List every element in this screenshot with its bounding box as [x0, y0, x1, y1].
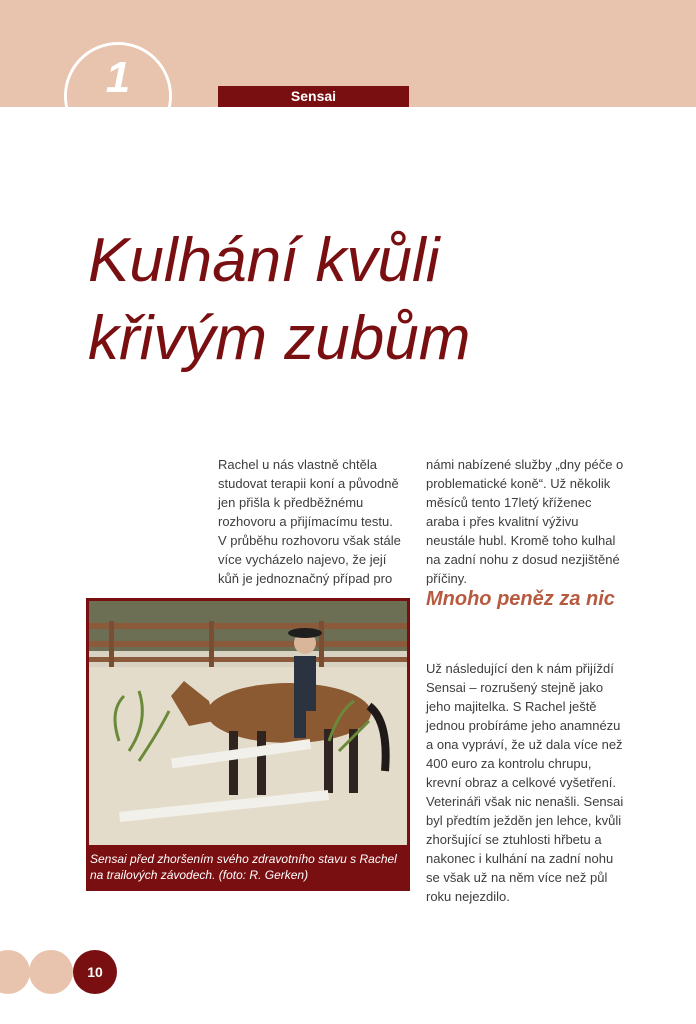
- horse-rider-photo: [89, 601, 407, 845]
- footer-decor-circle-2: [29, 950, 73, 994]
- section-label: Sensai: [218, 86, 409, 107]
- title-line-2: křivým zubům: [88, 304, 471, 373]
- photo-caption: Sensai před zhoršením svého zdravotního stavu s Rachel na trailových závodech. (foto: R. Gerken): [90, 852, 397, 882]
- body-column-2-continued: Už následující den k nám přijíždí Sensai – rozrušený stejně jako jeho majitelka. S Rachel ještě jednou probíráme jeho anamnézu a ona vypráví, že už dala více než 400 euro za kontrolu chrupu, krevní obraz a celkové vyšetření. Veterináři však nic nenašli. Sensai byl předtím ježděn jen lehce, kvůli zhoršující se ztuhlosti hřbetu a nakonec i kulhání na zadní nohu se však už na něm více než půl roku nejezdilo.: [426, 661, 624, 904]
- page-title: [88, 222, 648, 378]
- chapter-badge: [64, 42, 172, 150]
- title-line-1: Kulhání kvůli: [88, 226, 440, 295]
- chapter-number: 1: [105, 53, 131, 102]
- photo-figure: [86, 598, 410, 891]
- body-column-1: Rachel u nás vlastně chtěla studovat terapii koní a původně jen přišla k předběžnému rozhovoru a přijímacímu testu. V průběhu rozhovoru však stále více vycházelo najevo, že její kůň je jednoznačný případ pro: [218, 457, 401, 586]
- footer-decor-circle-1: [0, 950, 30, 994]
- page-number: 10: [73, 950, 117, 994]
- body-column-2: námi nabízené služby „dny péče o problematické koně“. Už několik měsíců tento 17letý kříženec araba i přes kvalitní výživu neustále hubl. Kromě toho kulhal na zadní nohu z dosud nezjištěné příčiny.: [426, 457, 624, 586]
- subheading: Mnoho peněz za nic: [426, 588, 615, 610]
